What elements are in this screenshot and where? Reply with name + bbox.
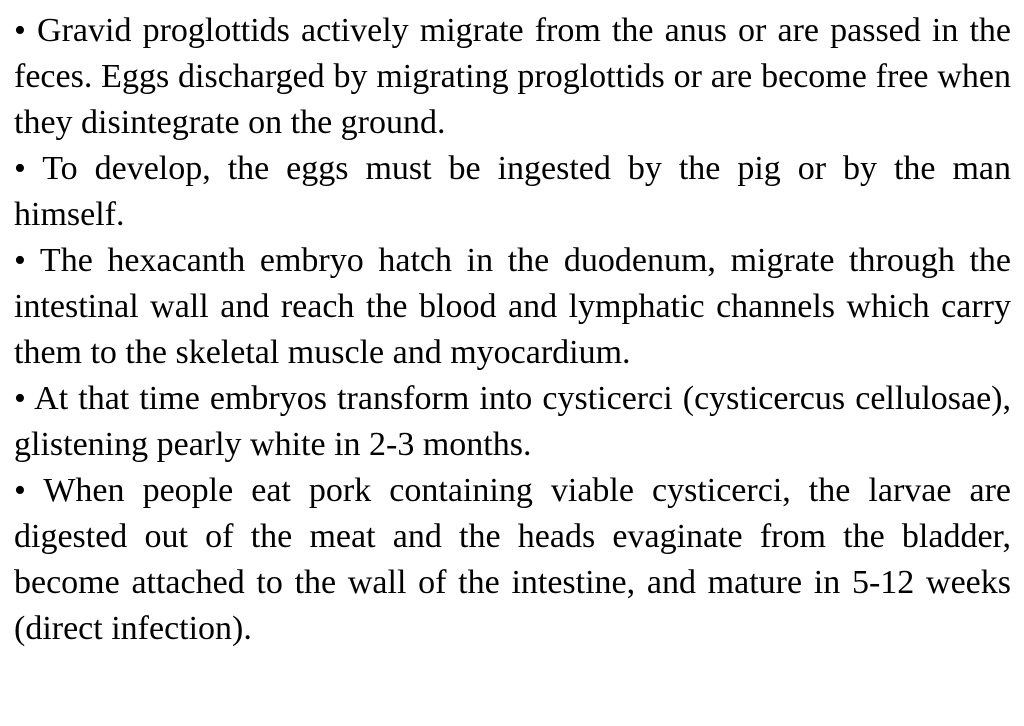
bullet-cysticerci-transformation: • At that time embryos transform into cysticerci (cysticercus cellulosae), glistening pearly white in 2-3 months. (14, 380, 1011, 463)
slide-text-body (14, 8, 1011, 652)
bullet-proglottids-migration: • Gravid proglottids actively migrate from the anus or are passed in the feces. Eggs discharged by migrating proglottids or are become free when they disintegrate on the ground. (14, 12, 1011, 141)
bullet-direct-infection: • When people eat pork containing viable cysticerci, the larvae are digested out of the meat and the heads evaginate from the bladder, become attached to the wall of the intestine, and mature in 5-12 weeks (direct infection). (14, 472, 1011, 647)
bullet-egg-ingestion: • To develop, the eggs must be ingested by the pig or by the man himself. (14, 150, 1011, 233)
bullet-hexacanth-embryo: • The hexacanth embryo hatch in the duodenum, migrate through the intestinal wall and reach the blood and lymphatic channels which carry them to the skeletal muscle and myocardium. (14, 242, 1011, 371)
